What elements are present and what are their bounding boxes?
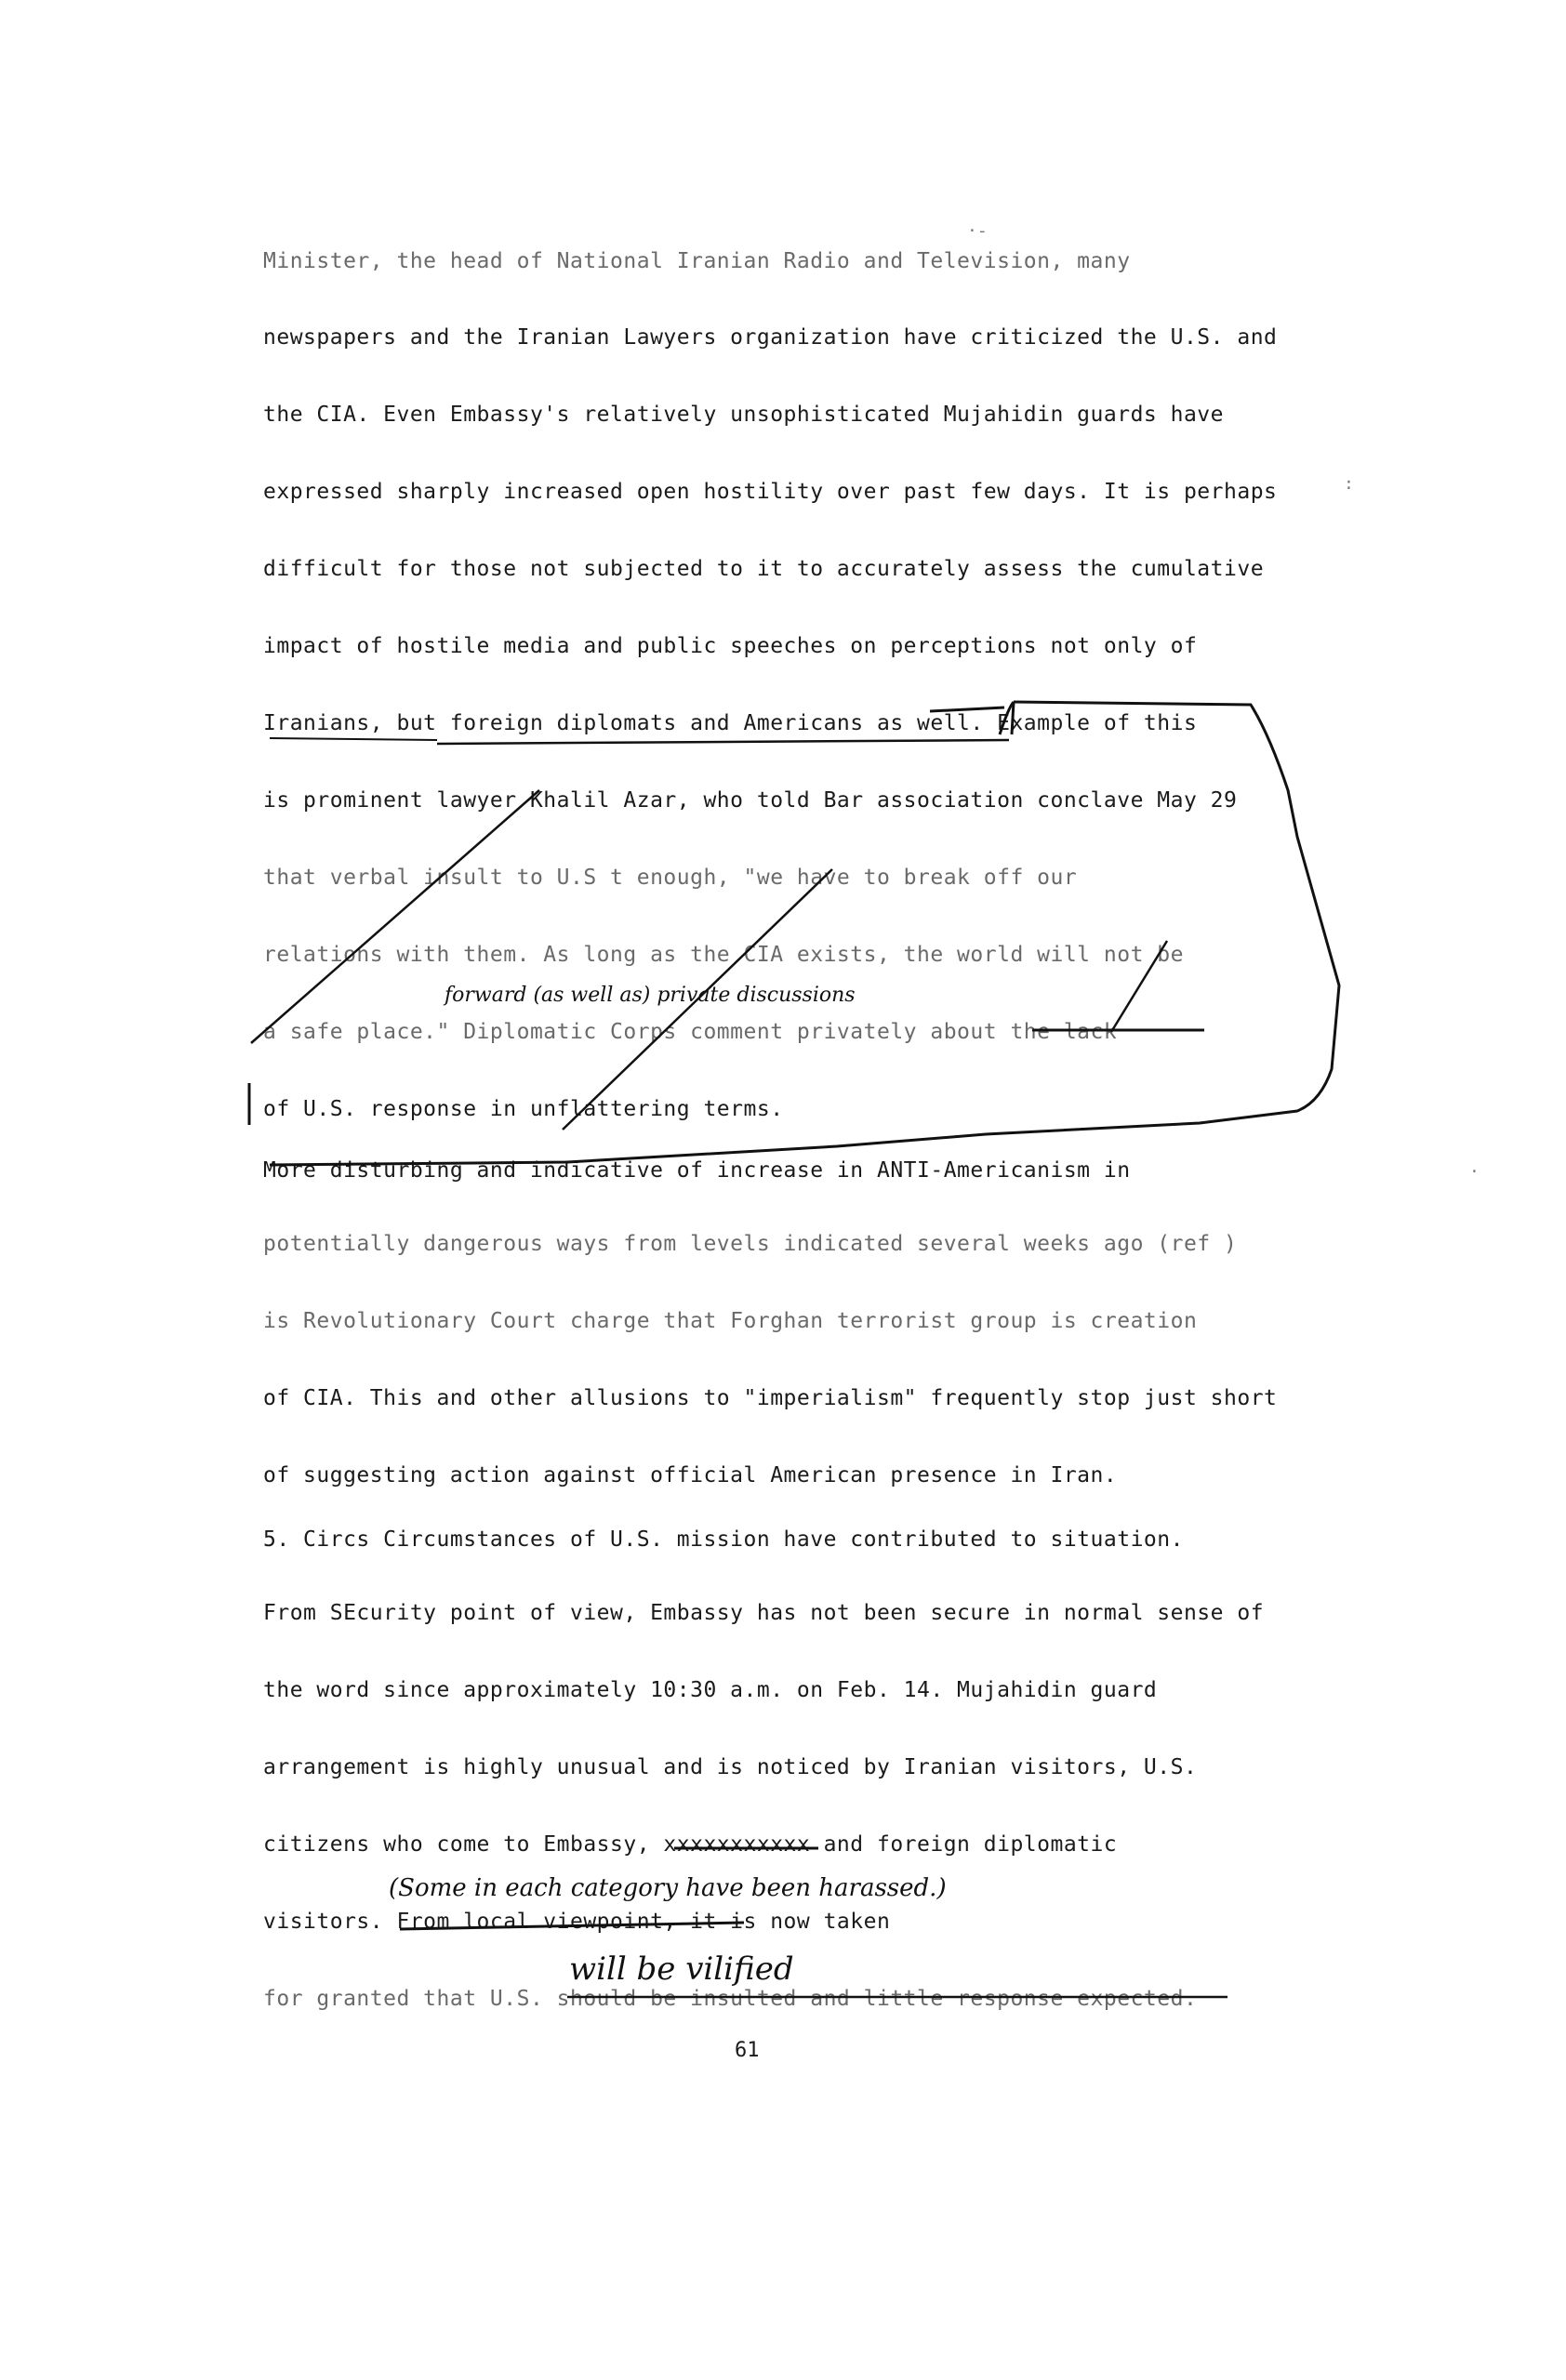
text-line-20: the word since approximately 10:30 a.m. on Feb. 14. Mujahidin guard — [263, 1678, 1158, 1702]
text-line-11: a safe place." Diplomatic Corps comment privately about the lack — [263, 1020, 1118, 1044]
text-line-16: of CIA. This and other allusions to "imperialism" frequently stop just short — [263, 1386, 1278, 1410]
margin-mark: : — [1344, 474, 1354, 494]
top-mark: ·- — [967, 221, 988, 241]
text-line-18: 5. Circs Circumstances of U.S. mission have contributed to situation. — [263, 1527, 1184, 1552]
text-line-14: potentially dangerous ways from levels indicated several weeks ago (ref ) — [263, 1232, 1238, 1256]
underline-iranians — [270, 738, 437, 740]
cross-out-stroke-1 — [251, 790, 539, 1043]
text-line-3: the CIA. Even Embassy's relatively unsophisticated Mujahidin guards have — [263, 403, 1224, 427]
text-line-19: From SEcurity point of view, Embassy has not been secure in normal sense of — [263, 1601, 1265, 1625]
text-line-2: newspapers and the Iranian Lawyers organization have criticized the U.S. and — [263, 325, 1278, 350]
strike-line-as-well — [930, 707, 1004, 711]
side-mark: · — [1469, 1162, 1480, 1182]
enclosure-stroke — [270, 702, 1339, 1165]
enclosure-start-tick — [1012, 702, 1014, 734]
text-line-1: Minister, the head of National Iranian Radio and Television, many — [263, 249, 1131, 273]
text-line-6: impact of hostile media and public speeches on perceptions not only of — [263, 634, 1198, 658]
page-number: 61 — [735, 2039, 760, 2062]
strike-line-americans — [437, 740, 1009, 744]
text-line-22: citizens who come to Embassy, xxxxxxxxxxx and foreign diplomatic — [263, 1832, 1118, 1857]
text-line-10: relations with them. As long as the CIA exists, the world will not be — [263, 943, 1184, 967]
handwritten-replacement: will be vilified — [569, 1950, 794, 1988]
text-line-7: Iranians, but foreign diplomats and Americans as well. Example of this — [263, 711, 1198, 735]
handwritten-margin-note: forward (as well as) private discussions — [445, 984, 856, 1007]
strike-line-visitors — [400, 1923, 744, 1929]
text-line-13: More disturbing and indicative of increase in ANTI-Americanism in — [263, 1158, 1131, 1183]
text-line-17: of suggesting action against official American presence in Iran. — [263, 1463, 1118, 1488]
text-line-12: of U.S. response in unflattering terms. — [263, 1097, 784, 1121]
text-line-15: is Revolutionary Court charge that Forghan terrorist group is creation — [263, 1309, 1198, 1333]
text-line-5: difficult for those not subjected to it to accurately assess the cumulative — [263, 557, 1265, 581]
text-line-4: expressed sharply increased open hostility over past few days. It is perhaps — [263, 480, 1278, 504]
text-line-23: visitors. From local viewpoint, it is now taken — [263, 1910, 891, 1934]
handwritten-insert: (Some in each category have been harassed.) — [389, 1874, 947, 1902]
text-line-21: arrangement is highly unusual and is noticed by Iranian visitors, U.S. — [263, 1755, 1198, 1779]
cross-out-stroke-2 — [563, 869, 832, 1130]
text-line-8: is prominent lawyer Khalil Azar, who told Bar association conclave May 29 — [263, 788, 1238, 813]
text-line-24: for granted that U.S. should be insulted and little response expected. — [263, 1987, 1198, 2011]
cross-out-stroke-3 — [1111, 941, 1167, 1032]
text-line-9: that verbal insult to U.S t enough, "we have to break off our — [263, 866, 1078, 890]
